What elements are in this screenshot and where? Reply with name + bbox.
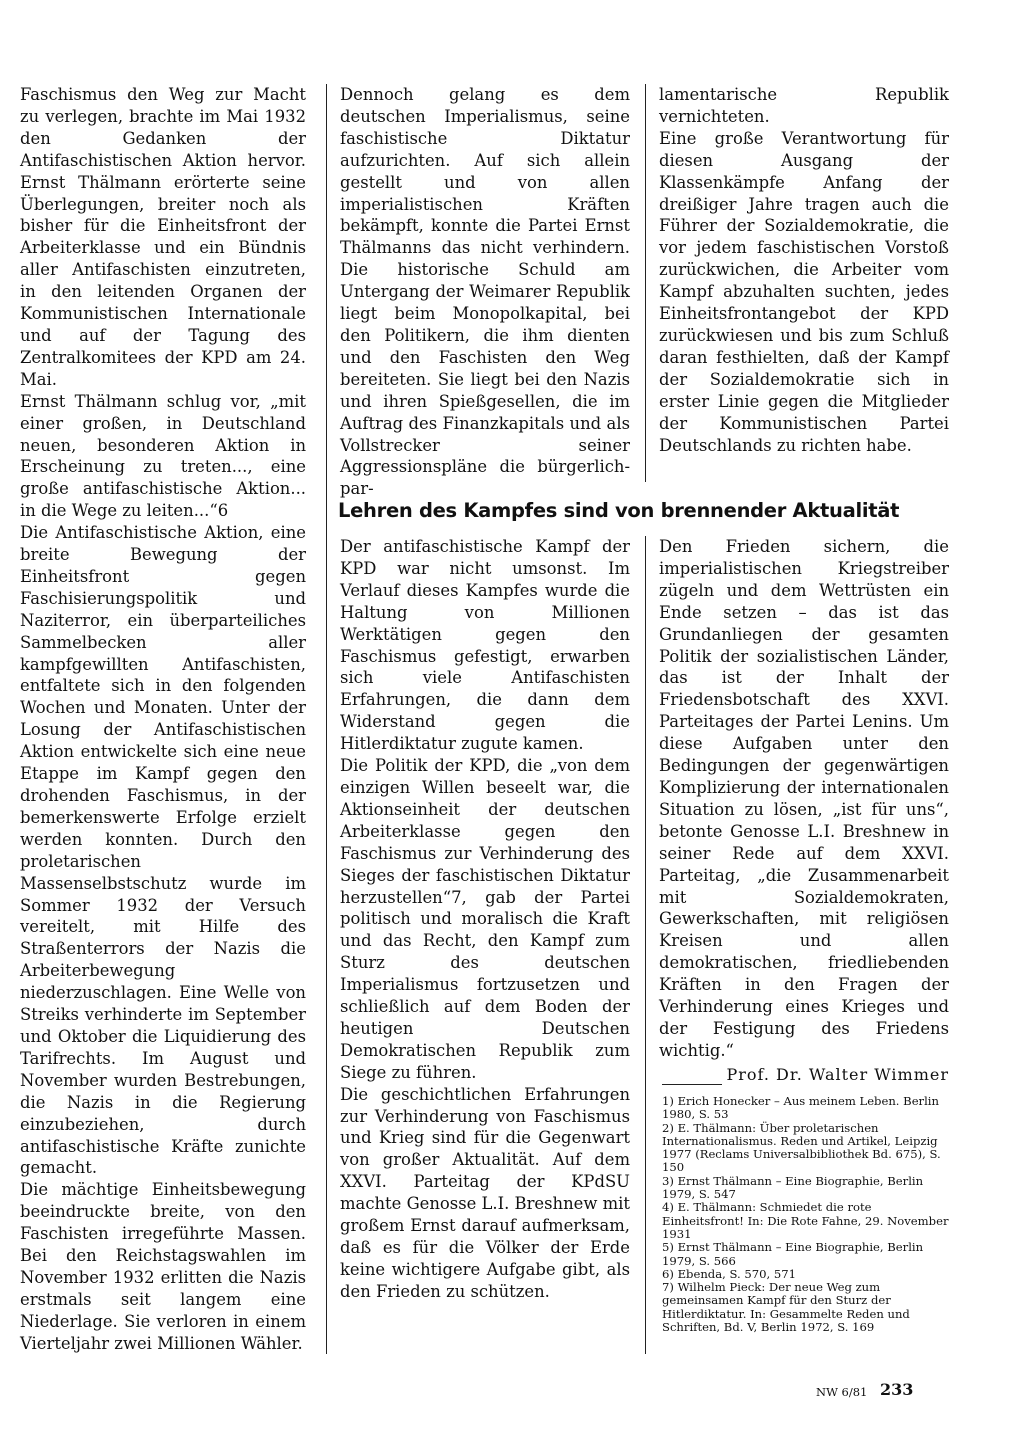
paragraph: Eine große Verantwortung für diesen Ausgang der Klassenkämpfe Anfang der dreißiger Jahre tragen auch die Führer der Sozialdemokratie, die vor jedem faschistischen Vorstoß zurückwichen, die Arbeiter vom Kampf abzuhalten suchten, jedes Einheitsfrontangebot der KPD zurückwiesen und bis zum Schluß daran festhielten, daß der Kampf der Sozialdemokratie sich in erster Linie gegen die Mitglieder der Kommunistischen Partei Deutschlands zu richten habe. bbox=[659, 128, 949, 455]
issue-code: NW 6/81 bbox=[816, 1385, 868, 1399]
paragraph: Dennoch gelang es dem deutschen Imperialismus, seine faschistische Diktatur aufzurichten. Auf sich allein gestellt und von allen imperialistischen Kräften bekämpft, konnte die Partei Ernst Thälmanns das nicht verhindern. Die historische Schuld am Untergang der Weimarer Republik liegt beim Monopolkapital, bei den Politikern, die ihm dienten und den Faschisten den Weg bereiteten. Sie liegt bei den Nazis und ihren Spießgesellen, die im Auftrag des Finanzkapitals und als Vollstrecker seiner Aggressionspläne die bürgerlich-par- bbox=[340, 85, 630, 499]
paragraph: Die Antifaschistische Aktion, eine breite Bewegung der Einheitsfront gegen Faschisierungspolitik und Naziterror, ein überparteiliches Sammelbecken aller kampfgewillten Antifaschisten, entfaltete sich in den folgenden Wochen und Monaten. Unter der Losung der Antifaschistischen Aktion entwickelte sich eine neue Etappe im Kampf gegen den drohenden Faschismus, in der bemerkenswerte Erfolge erzielt werden konnten. Durch den proletarischen Massenselbstschutz wurde im Sommer 1932 der Versuch vereitelt, mit Hilfe des Straßenterrors der Nazis die Arbeiterbewegung niederzuschlagen. Eine Welle von Streiks verhinderte im September und Oktober die Liquidierung des Tarifrechts. Im August und November wurden Bestrebungen, die Nazis in die Regierung einzubeziehen, durch antifaschistische Kräfte zunichte gemacht. bbox=[20, 523, 306, 1178]
column-3-bottom bbox=[659, 536, 949, 1086]
column-2-bottom bbox=[340, 536, 630, 1303]
footnote: 5) Ernst Thälmann – Eine Biographie, Berlin 1979, S. 566 bbox=[662, 1240, 924, 1268]
paragraph: lamentarische Republik vernichteten. bbox=[659, 85, 949, 126]
footnotes bbox=[662, 1095, 952, 1334]
footnote-rule bbox=[662, 1084, 722, 1085]
paragraph: Der antifaschistische Kampf der KPD war nicht umsonst. Im Verlauf dieses Kampfes wurde die Haltung von Millionen Werktätigen gegen den Faschismus gefestigt, erwarben sich viele Antifaschisten Erfahrungen, die dann dem Widerstand gegen die Hitlerdiktatur zugute kamen. bbox=[340, 537, 630, 754]
page-number: 233 bbox=[880, 1380, 914, 1399]
paragraph: Die Politik der KPD, die „von dem einzigen Willen beseelt war, die Aktionseinheit der deutschen Arbeiterklasse gegen den Faschismus zur Verhinderung des Sieges der faschistischen Diktatur herzustellen“7, gab der Partei politisch und moralisch die Kraft und das Recht, den Kampf zum Sturz des deutschen Imperialismus fortzusetzen und schließlich auf dem Boden der heutigen Deutschen Demokratischen Republik zum Siege zu führen. bbox=[340, 756, 630, 1082]
footnote: 4) E. Thälmann: Schmiedet die rote Einheitsfront! In: Die Rote Fahne, 29. November 1931 bbox=[662, 1200, 949, 1241]
column-divider bbox=[326, 84, 327, 1354]
author-byline: Prof. Dr. Walter Wimmer bbox=[726, 1064, 949, 1084]
footnote: 7) Wilhelm Pieck: Der neue Weg zum gemeinsamen Kampf für den Sturz der Hitlerdiktatur. In: Gesammelte Reden und Schriften, Bd. V, Berlin 1972, S. 169 bbox=[662, 1280, 910, 1335]
footnote: 2) E. Thälmann: Über proletarischen Internationalismus. Reden und Artikel, Leipzig 1977 (Reclams Universalbibliothek Bd. 675), S. 150 bbox=[662, 1120, 941, 1175]
column-1 bbox=[20, 84, 306, 1355]
footnote: 6) Ebenda, S. 570, 571 bbox=[662, 1266, 797, 1281]
column-3-top bbox=[659, 84, 949, 456]
column-2-top bbox=[340, 84, 630, 500]
column-divider bbox=[645, 536, 646, 1354]
footnote: 1) Erich Honecker – Aus meinem Leben. Berlin 1980, S. 53 bbox=[662, 1094, 939, 1122]
footnote: 3) Ernst Thälmann – Eine Biographie, Berlin 1979, S. 547 bbox=[662, 1173, 924, 1202]
column-divider bbox=[645, 84, 646, 482]
paragraph: Die mächtige Einheitsbewegung beeindruckte breite, von den Faschisten irregeführte Massen. Bei den Reichstagswahlen im November 1932 erlitten die Nazis erstmals seit langem eine Niederlage. Sie verloren in einem Vierteljahr zwei Millionen Wähler. bbox=[20, 1180, 306, 1353]
paragraph: Die geschichtlichen Erfahrungen zur Verhinderung von Faschismus und Krieg sind für die Gegenwart von großer Aktualität. Auf dem XXVI. Parteitag der KPdSU machte Genosse L.I. Breshnew mit großem Ernst darauf aufmerksam, daß es für die Völker der Erde keine wichtigere Aufgabe gibt, als den Frieden zu schützen. bbox=[340, 1084, 630, 1301]
section-heading: Lehren des Kampfes sind von brennender Aktualität bbox=[338, 499, 900, 522]
paragraph: Den Frieden sichern, die imperialistischen Kriegstreiber zügeln und dem Wettrüsten ein Ende setzen – das ist das Grundanliegen der gesamten Politik der sozialistischen Länder, das ist der Inhalt der Friedensbotschaft des XXVI. Parteitages der Partei Lenins. Um diese Aufgaben unter den Bedingungen der gegenwärtigen Komplizierung der internationalen Situation zu lösen, „ist für uns“, betonte Genosse L.I. Breshnew in seiner Rede auf dem XXVI. Parteitag, „die Zusammenarbeit mit Sozialdemokraten, Gewerkschaften, mit religiösen Kreisen und allen demokratischen, friedliebenden Kräften in den Fragen der Verhinderung eines Krieges und der Festigung des Friedens wichtig.“ bbox=[659, 537, 949, 1060]
paragraph: Ernst Thälmann schlug vor, „mit einer großen, in Deutschland neuen, besonderen Aktion in Erscheinung zu treten..., eine große antifaschistische Aktion... in die Wege zu leiten...“6 bbox=[20, 391, 306, 521]
paragraph: Faschismus den Weg zur Macht zu verlegen, brachte im Mai 1932 den Gedanken der Antifaschistischen Aktion hervor. Ernst Thälmann erörterte seine Überlegungen, breiter noch als bisher für die Einheitsfront der Arbeiterklasse und ein Bündnis aller Antifaschisten einzutreten, in den leitenden Organen der Kommunistischen Internationale und auf der Tagung des Zentralkomitees der KPD am 24. Mai. bbox=[20, 85, 306, 389]
